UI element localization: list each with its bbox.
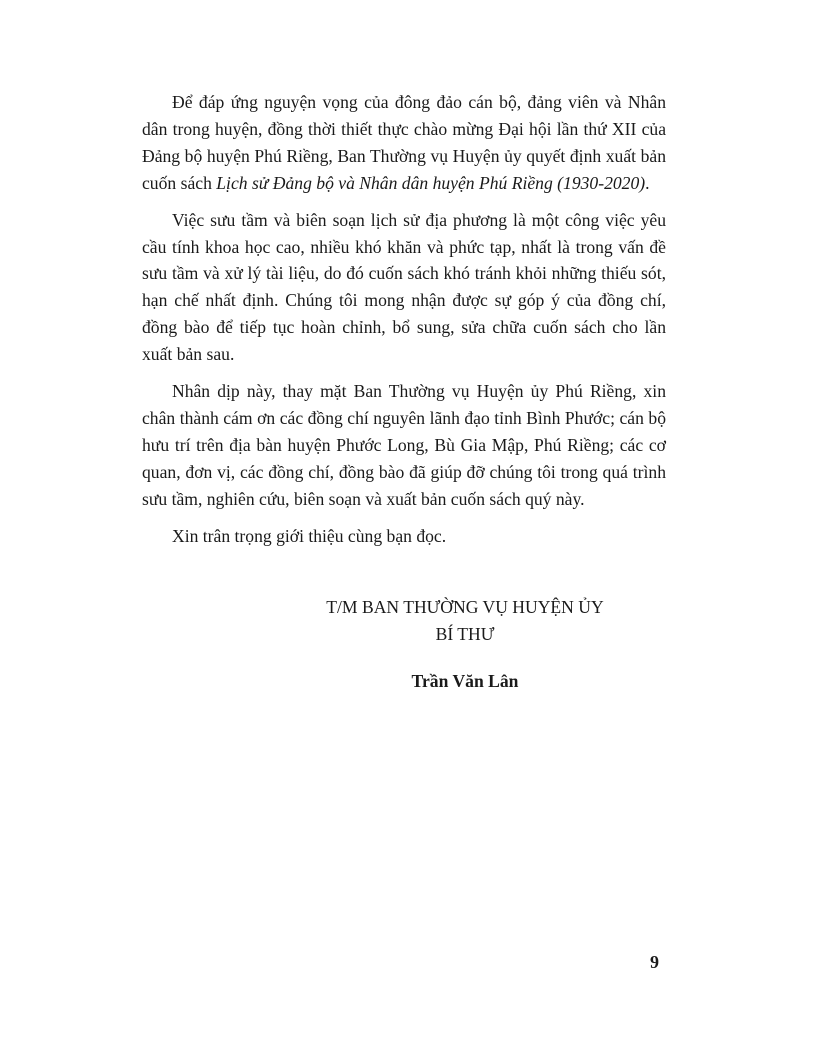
paragraph-1 [142,89,666,197]
paragraph-3: Nhân dịp này, thay mặt Ban Thường vụ Huyện ủy Phú Riềng, xin chân thành cám ơn các đồng chí nguyên lãnh đạo tỉnh Bình Phước; cán bộ hưu trí trên địa bàn huyện Phước Long, Bù Gia Mập, Phú Riềng; các cơ quan, đơn vị, các đồng chí, đồng bào đã giúp đỡ chúng tôi trong quá trình sưu tầm, nghiên cứu, biên soạn và xuất bản cuốn sách quý này. [142,381,666,509]
signature-block [300,594,630,648]
signature-name: Trần Văn Lân [411,671,519,691]
book-title: Lịch sử Đảng bộ và Nhân dân huyện Phú Riềng (1930-2020) [216,172,646,193]
paragraph-1-end: . [645,172,650,193]
body-text [142,89,666,560]
paragraph-2: Việc sưu tầm và biên soạn lịch sử địa phương là một công việc yêu cầu tính khoa học cao, nhiều khó khăn và phức tạp, nhất là trong vấn đề sưu tầm và xử lý tài liệu, do đó cuốn sách khó tránh khỏi những thiếu sót, hạn chế nhất định. Chúng tôi mong nhận được sự góp ý của đồng chí, đồng bào để tiếp tục hoàn chỉnh, bổ sung, sửa chữa cuốn sách cho lần xuất bản sau. [142,209,666,365]
signature-position: BÍ THƯ [435,624,495,644]
paragraph-4: Xin trân trọng giới thiệu cùng bạn đọc. [172,525,447,546]
paragraph-1-text: Để đáp ứng nguyện vọng của đông đảo cán bộ, đảng viên và Nhân dân trong huyện, đồng thời thiết thực chào mừng Đại hội lần thứ XII của Đảng bộ huyện Phú Riềng, Ban Thường vụ Huyện ủy quyết định xuất bản cuốn sách [142,92,666,193]
page-number: 9 [650,952,659,972]
signature-organization: T/M BAN THƯỜNG VỤ HUYỆN ỦY [326,597,604,617]
